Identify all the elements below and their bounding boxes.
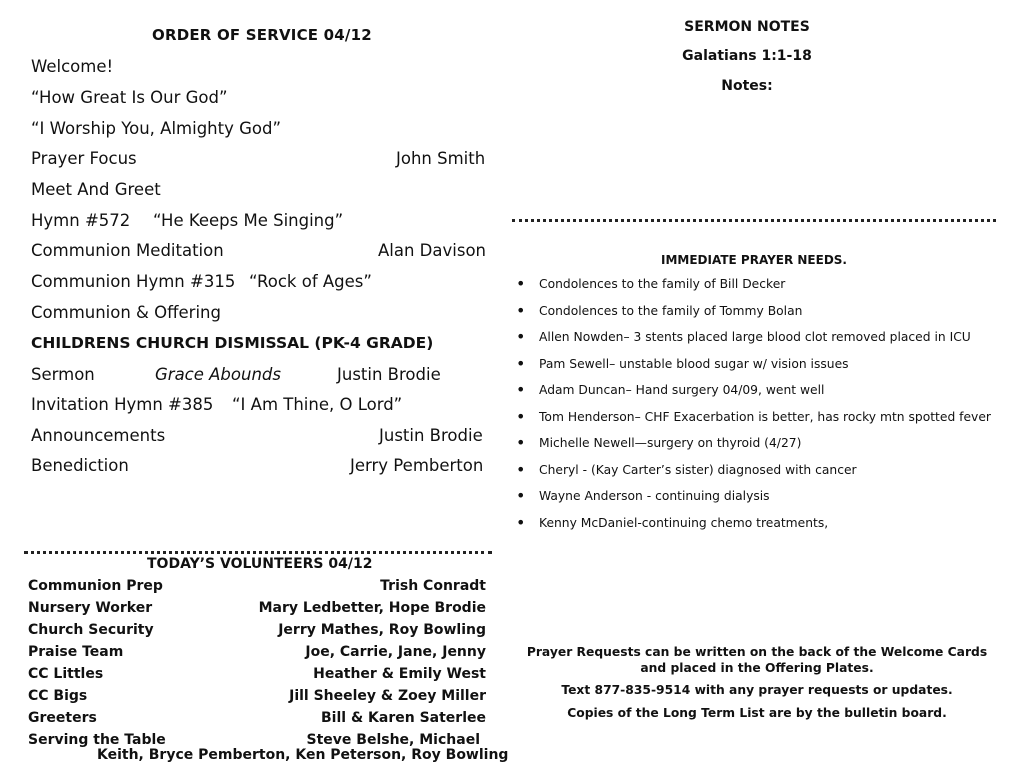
prayer-needs-list [512, 277, 991, 542]
prayer-need-item: • Cheryl - (Kay Carter’s sister) diagnosed with cancer [512, 463, 991, 490]
service-item-song: “He Keeps Me Singing” [153, 211, 344, 230]
prayer-need-item: • Wayne Anderson - continuing dialysis [512, 489, 991, 516]
prayer-need-item: • Pam Sewell– unstable blood sugar w/ vision issues [512, 357, 991, 384]
prayer-request-instructions: Prayer Requests can be written on the back of the Welcome Cards [526, 645, 988, 659]
service-item-song: “Rock of Ages” [249, 272, 372, 291]
service-item [31, 456, 486, 478]
prayer-need-item: • Michelle Newell—surgery on thyroid (4/27) [512, 436, 991, 463]
volunteer-row [28, 578, 486, 598]
scripture-reference: Galatians 1:1-18 [682, 48, 812, 64]
service-item-leader: Jerry Pemberton [350, 456, 484, 475]
sermon-title: Grace Abounds [155, 365, 281, 384]
prayer-needs-title: IMMEDIATE PRAYER NEEDS. [661, 253, 847, 267]
service-item-label: “I Worship You, Almighty God” [31, 119, 282, 138]
volunteers-title: TODAY’S VOLUNTEERS 04/12 [147, 556, 373, 572]
volunteer-names: Jerry Mathes, Roy Bowling [278, 622, 486, 638]
service-item-leader: Justin Brodie [379, 426, 483, 445]
volunteer-names: Bill & Karen Saterlee [321, 710, 486, 726]
prayer-need-item: • Condolences to the family of Tommy Bolan [512, 304, 991, 331]
service-item-label: Announcements [31, 426, 166, 445]
prayer-need-item: • Adam Duncan– Hand surgery 04/09, went well [512, 383, 991, 410]
service-item [31, 395, 486, 417]
service-item-label: “How Great Is Our God” [31, 88, 228, 107]
volunteers-divider [24, 551, 492, 554]
service-item [31, 241, 486, 263]
service-item [31, 272, 486, 294]
service-item-leader: Alan Davison [378, 241, 486, 260]
service-item [31, 88, 486, 110]
volunteer-row [28, 688, 486, 708]
volunteer-names: Mary Ledbetter, Hope Brodie [258, 600, 486, 616]
volunteer-names: Steve Belshe, Michael [306, 732, 480, 748]
service-item-leader: Justin Brodie [337, 365, 441, 384]
volunteer-row [28, 710, 486, 730]
service-item-label: Communion & Offering [31, 303, 221, 322]
service-item-label: Meet And Greet [31, 180, 161, 199]
volunteer-row [28, 600, 486, 620]
volunteer-role: Praise Team [28, 644, 124, 660]
prayer-request-instructions-continued: and placed in the Offering Plates. [640, 661, 874, 675]
prayer-need-item: • Allen Nowden– 3 stents placed large blood clot removed placed in ICU [512, 330, 991, 357]
service-item [31, 149, 486, 171]
prayer-need-item: • Kenny McDaniel-continuing chemo treatments, [512, 516, 991, 543]
volunteer-names: Joe, Carrie, Jane, Jenny [305, 644, 486, 660]
service-item [31, 119, 486, 141]
sermon-notes-title: SERMON NOTES [684, 19, 810, 35]
service-item [31, 57, 486, 79]
service-item-label: Benediction [31, 456, 129, 475]
volunteer-names: Trish Conradt [380, 578, 486, 594]
volunteer-role: Greeters [28, 710, 97, 726]
service-item-label: Prayer Focus [31, 149, 137, 168]
volunteer-role: CC Bigs [28, 688, 88, 704]
service-item [31, 303, 486, 325]
service-item-label: Welcome! [31, 57, 114, 76]
order-of-service-title: ORDER OF SERVICE 04/12 [152, 26, 372, 44]
notes-divider [512, 219, 996, 222]
volunteer-role: Nursery Worker [28, 600, 153, 616]
volunteer-row [28, 622, 486, 642]
volunteer-role: CC Littles [28, 666, 104, 682]
prayer-need-item: • Condolences to the family of Bill Decker [512, 277, 991, 304]
service-item-label: Communion Hymn #315 [31, 272, 236, 291]
text-prayer-line: Text 877-835-9514 with any prayer requests or updates. [561, 683, 953, 697]
service-item-song: “I Am Thine, O Lord” [232, 395, 403, 414]
volunteer-role: Serving the Table [28, 732, 166, 748]
service-item-label: Sermon [31, 365, 95, 384]
volunteer-names: Heather & Emily West [313, 666, 486, 682]
childrens-church-dismissal: CHILDRENS CHURCH DISMISSAL (PK-4 GRADE) [31, 334, 434, 352]
volunteer-names: Jill Sheeley & Zoey Miller [289, 688, 486, 704]
service-item-label: Invitation Hymn #385 [31, 395, 214, 414]
service-item-label: Hymn #572 [31, 211, 131, 230]
volunteer-role: Church Security [28, 622, 154, 638]
volunteer-row [28, 666, 486, 686]
prayer-need-item: • Tom Henderson– CHF Exacerbation is better, has rocky mtn spotted fever [512, 410, 991, 437]
service-item [31, 334, 486, 356]
service-item [31, 365, 486, 387]
volunteer-row [28, 644, 486, 664]
service-item [31, 426, 486, 448]
volunteer-names-continued: Keith, Bryce Pemberton, Ken Peterson, Roy Bowling [97, 747, 509, 763]
service-item-label: Communion Meditation [31, 241, 224, 260]
service-item-leader: John Smith [396, 149, 486, 168]
notes-label: Notes: [721, 78, 773, 94]
long-term-list-note: Copies of the Long Term List are by the bulletin board. [567, 706, 947, 720]
volunteer-role: Communion Prep [28, 578, 163, 594]
service-item [31, 211, 486, 233]
service-item [31, 180, 486, 202]
